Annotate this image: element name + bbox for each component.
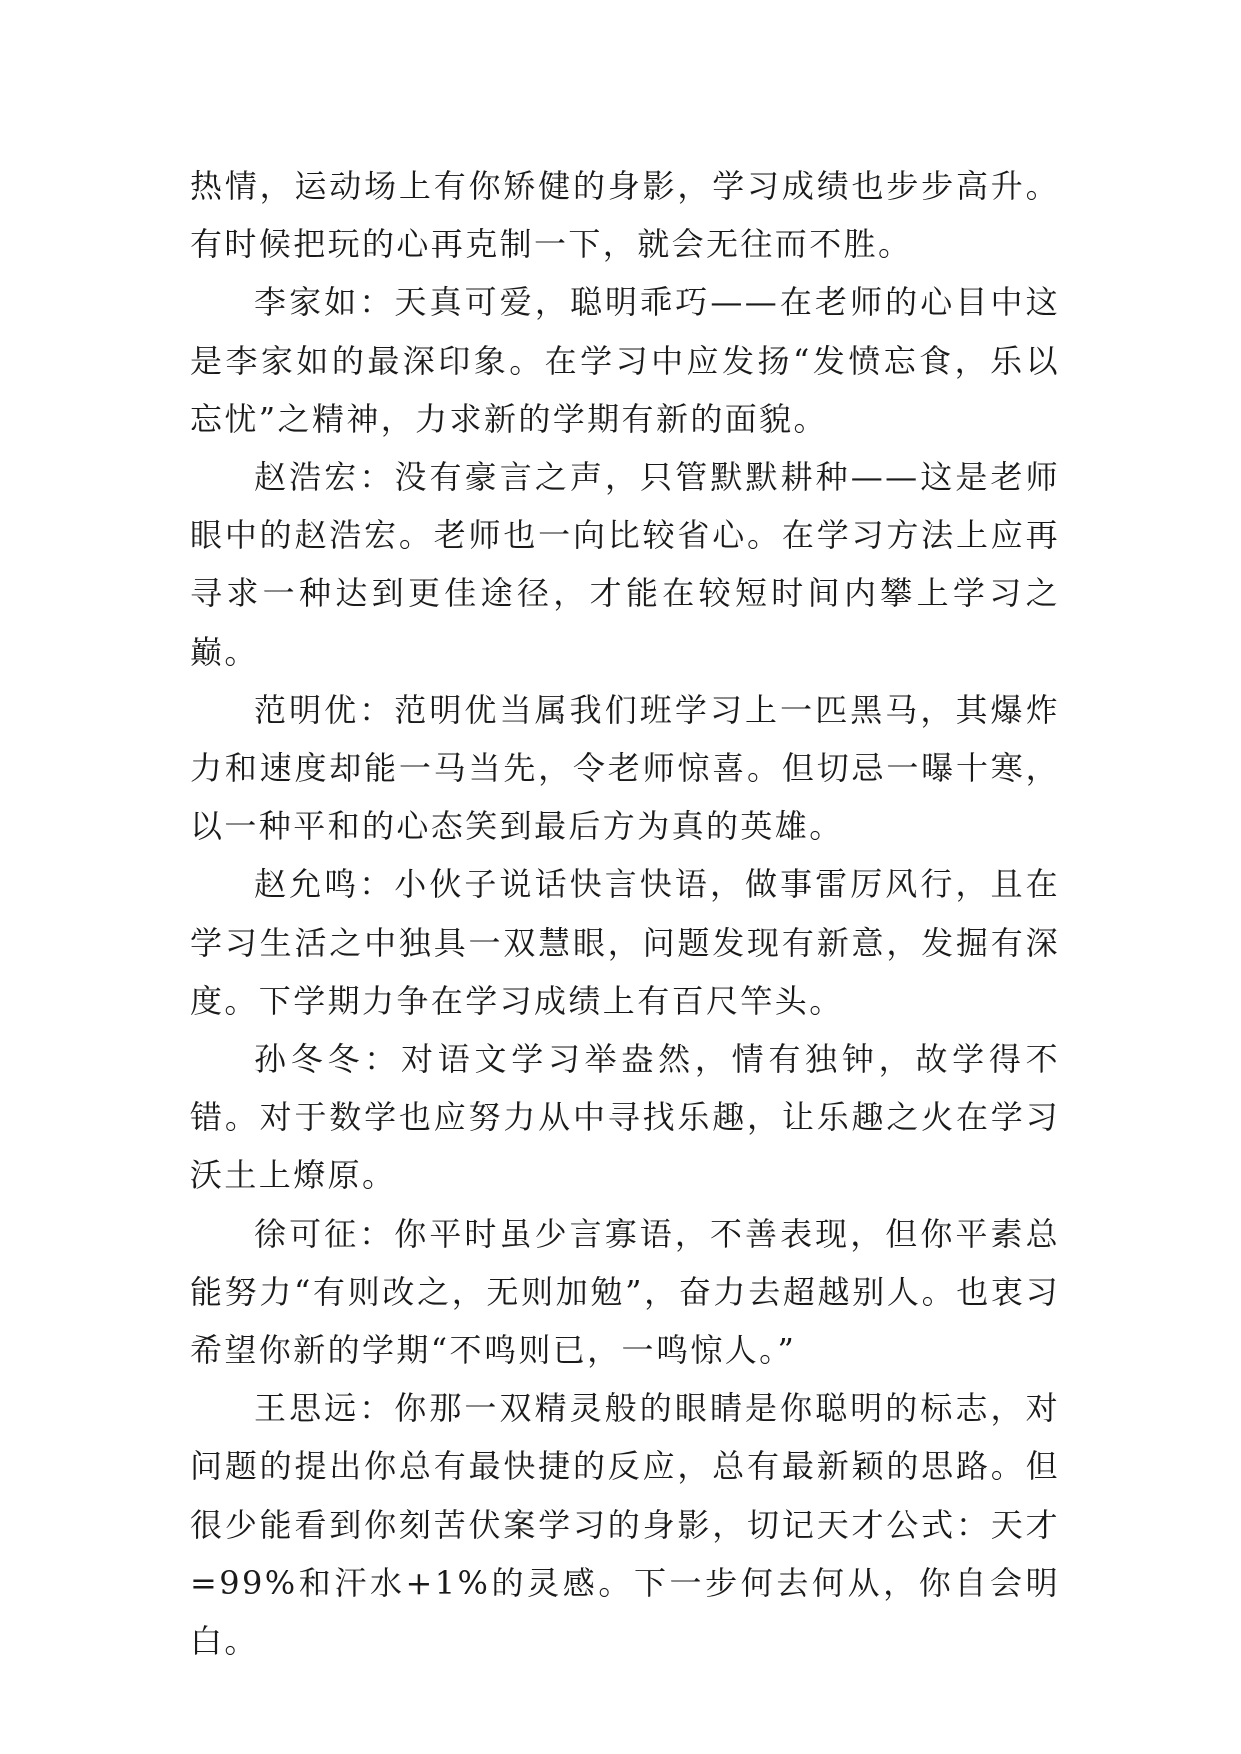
paragraph-3: 赵浩宏：没有豪言之声，只管默默耕种——这是老师眼中的赵浩宏。老师也一向比较省心。在学习方法上应再寻求一种达到更佳途径，才能在较短时间内攀上学习之巅。 (190, 458, 1060, 671)
paragraph-5: 赵允鸣：小伙子说话快言快语，做事雷厉风行，且在学习生活之中独具一双慧眼，问题发现有新意，发掘有深度。下学期力争在学习成绩上有百尺竿头。 (190, 865, 1060, 1020)
paragraph-1: 热情，运动场上有你矫健的身影，学习成绩也步步高升。有时候把玩的心再克制一下，就会无往而不胜。 (190, 167, 1060, 264)
paragraph-7: 徐可征：你平时虽少言寡语，不善表现，但你平素总能努力“有则改之，无则加勉”，奋力去超越别人。也衷习希望你新的学期“不鸣则已，一鸣惊人。” (190, 1214, 1060, 1370)
paragraph-6: 孙冬冬：对语文学习举盎然，情有独钟，故学得不错。对于数学也应努力从中寻找乐趣，让乐趣之火在学习沃土上燎原。 (190, 1040, 1060, 1195)
document-body (190, 157, 1060, 1670)
paragraph-8: 王思远：你那一双精灵般的眼睛是你聪明的标志，对问题的提出你总有最快捷的反应，总有最新颖的思路。但很少能看到你刻苦伏案学习的身影，切记天才公式：天才=99%和汗水+1%的灵感。下一步何去何从，你自会明白。 (190, 1389, 1060, 1661)
paragraph-4: 范明优：范明优当属我们班学习上一匹黑马，其爆炸力和速度却能一马当先，令老师惊喜。但切忌一曝十寒，以一种平和的心态笑到最后方为真的英雄。 (190, 690, 1060, 846)
paragraph-2: 李家如：天真可爱，聪明乖巧——在老师的心目中这是李家如的最深印象。在学习中应发扬“发愤忘食，乐以忘忧”之精神，力求新的学期有新的面貌。 (190, 283, 1060, 438)
